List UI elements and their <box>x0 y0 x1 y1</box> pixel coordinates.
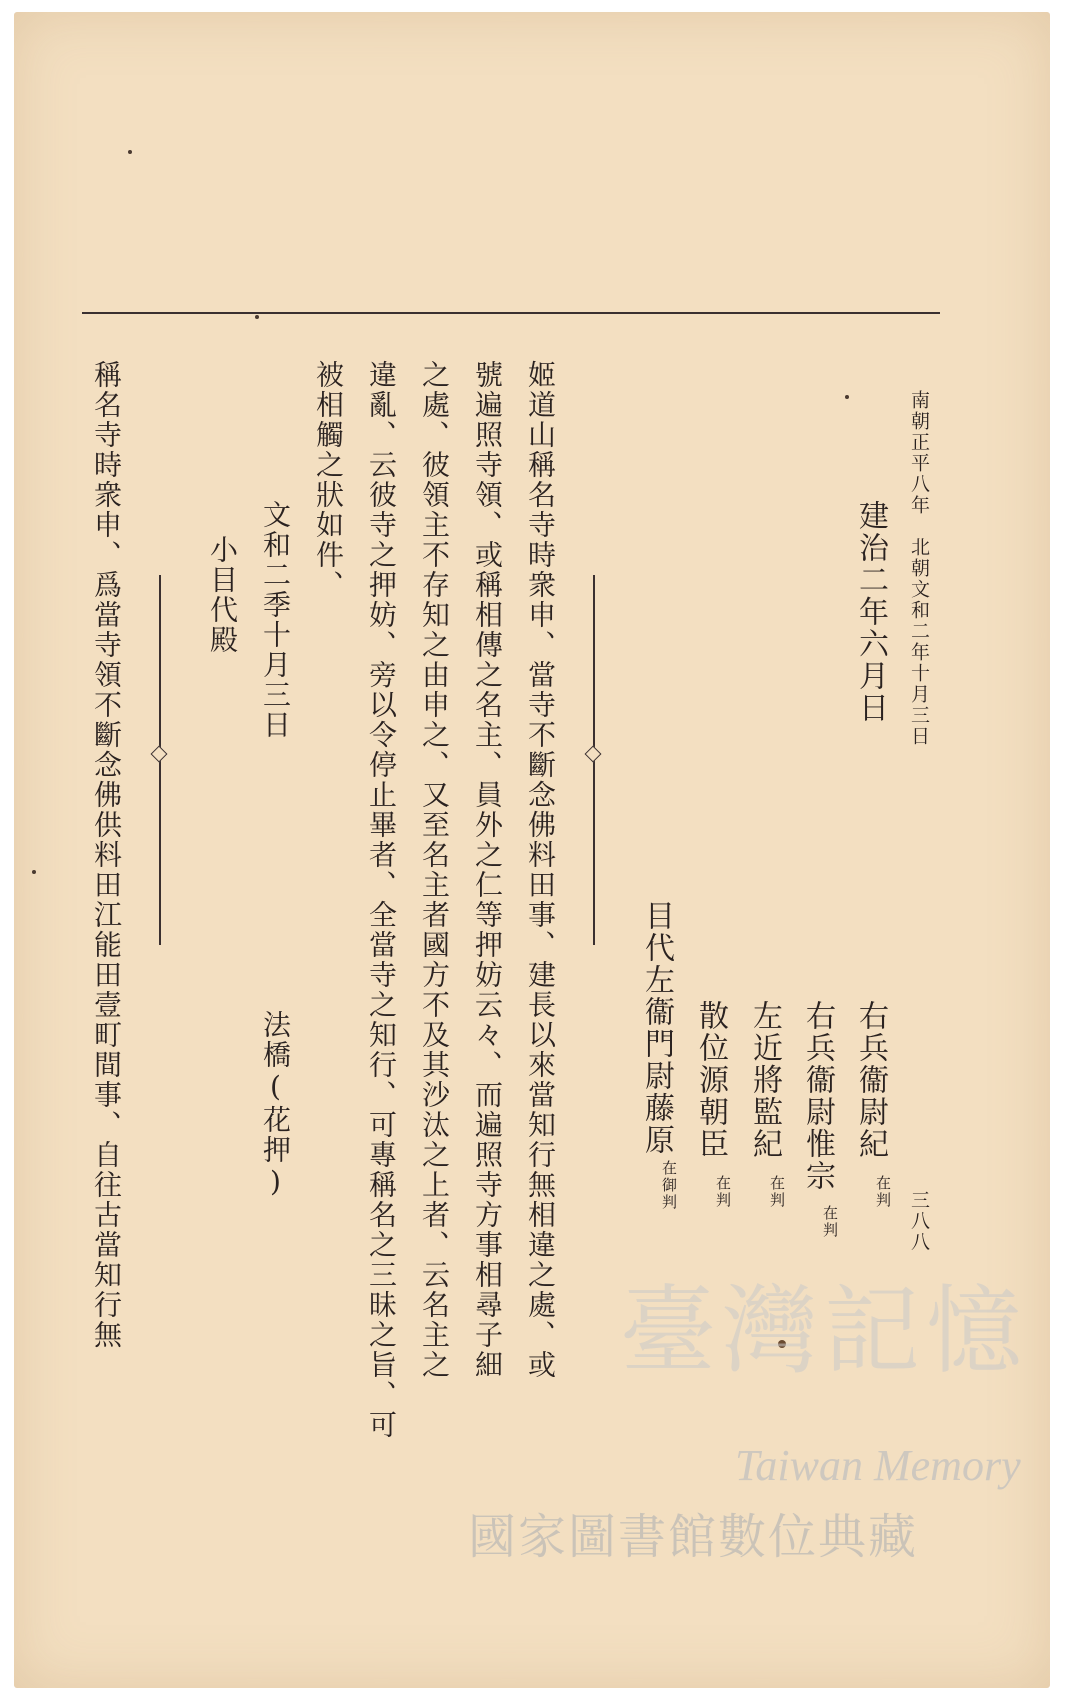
official-3-note: 在判 <box>768 1175 786 1209</box>
main-text-line-5: 被相觸之狀如件、 <box>312 360 345 600</box>
closing-date: 文和二季十月三日 <box>259 500 292 740</box>
official-3-name: 左近將監紀 <box>747 1000 782 1160</box>
official-5-note: 在御判 <box>660 1160 678 1211</box>
running-title: 南朝正平八年 北朝文和二年十月三日 <box>908 390 930 747</box>
paper-speck <box>128 150 132 154</box>
page-number: 三八八 <box>908 1190 930 1253</box>
paper-speck <box>32 870 36 874</box>
next-document-text: 稱名寺時衆申、爲當寺領不斷念佛供料田江能田壹町間事、自往古當知行無 <box>90 360 123 1350</box>
main-text-line-3: 之處、彼領主不存知之由申之、又至名主者國方不及其沙汰之上者、云名主之 <box>418 360 451 1380</box>
official-2-name: 右兵衞尉惟宗 <box>800 1000 835 1192</box>
official-2-note: 在判 <box>821 1205 839 1239</box>
main-text-line-2: 號遍照寺領、或稱相傳之名主、員外之仁等押妨云々、而遍照寺方事相尋子細 <box>471 360 504 1380</box>
official-4-name: 散位源朝臣 <box>693 1000 728 1160</box>
closing-addressee: 小目代殿 <box>206 535 239 655</box>
paper-speck <box>255 315 259 319</box>
watermark-logo: 臺灣記憶 <box>620 1275 1028 1387</box>
main-text-line-4: 違亂、云彼寺之押妨、旁以令停止畢者、全當寺之知行、可專稱名之三昧之旨、可 <box>365 360 398 1440</box>
official-5-name: 目代左衞門尉藤原 <box>639 900 674 1156</box>
official-1-note: 在判 <box>874 1175 892 1209</box>
watermark-library: 國家圖書館數位典藏 <box>468 1511 919 1564</box>
official-4-note: 在判 <box>714 1175 732 1209</box>
watermark-english: Taiwan Memory <box>735 1441 1021 1490</box>
closing-signer: 法橋(花押) <box>259 1010 292 1200</box>
document-date: 建治二年六月日 <box>853 500 888 724</box>
paper-speck <box>845 395 849 399</box>
main-text-line-1: 姬道山稱名寺時衆申、當寺不斷念佛料田事、建長以來當知行無相違之處、或 <box>524 360 557 1380</box>
official-1-name: 右兵衞尉紀 <box>853 1000 888 1160</box>
horizontal-rule <box>82 312 940 314</box>
